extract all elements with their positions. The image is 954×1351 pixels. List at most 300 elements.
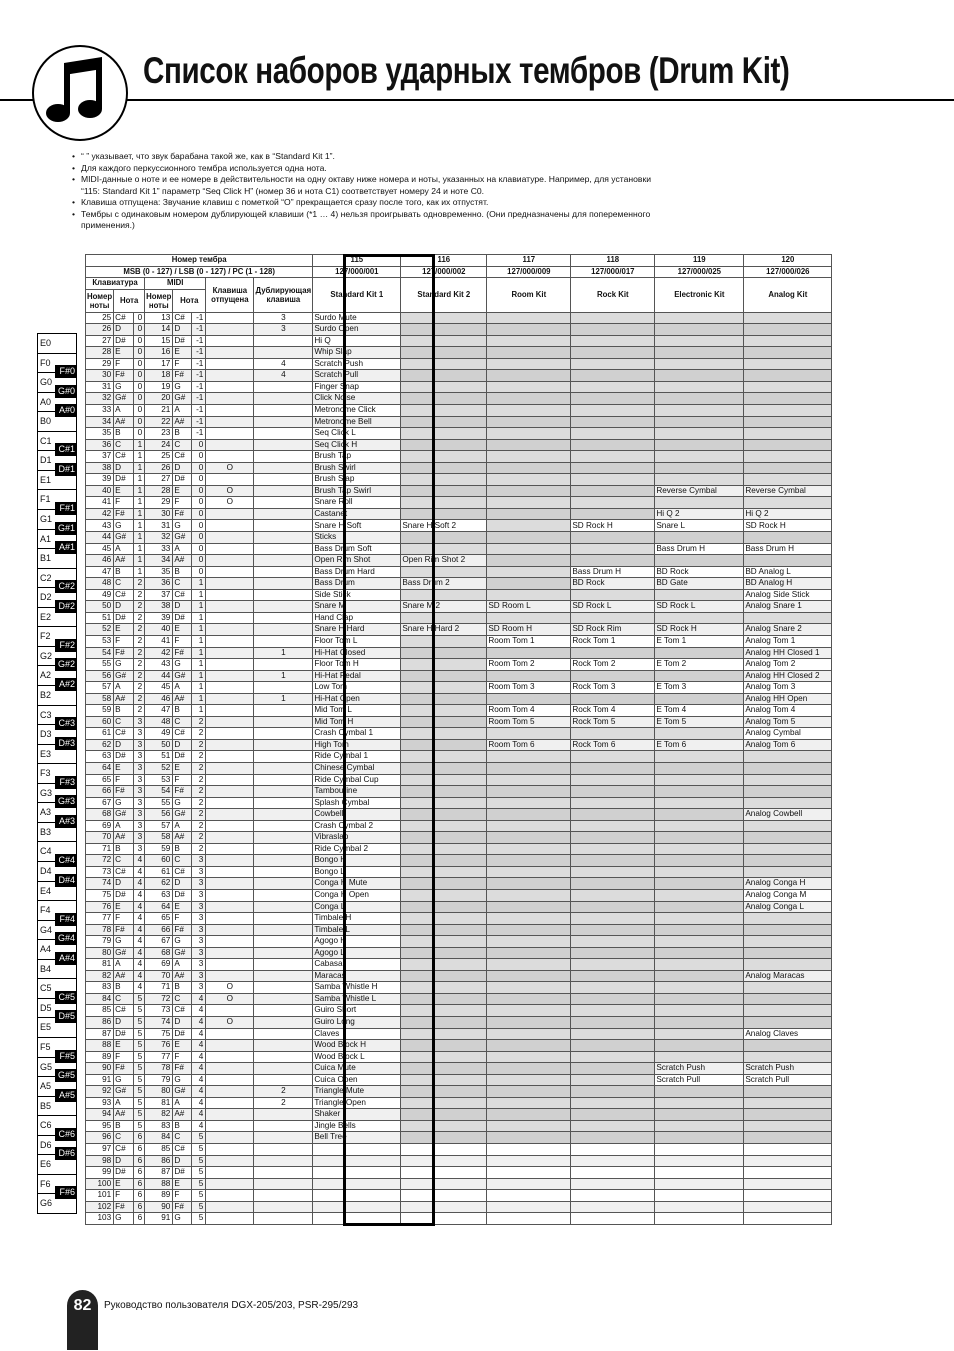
table-cell <box>254 1155 313 1167</box>
table-cell <box>487 335 571 347</box>
table-cell: A <box>114 682 134 694</box>
table-cell <box>744 843 832 855</box>
table-cell: A# <box>114 555 134 567</box>
table-cell <box>206 612 254 624</box>
table-cell <box>655 462 744 474</box>
table-row <box>86 751 832 763</box>
table-cell: B <box>173 843 192 855</box>
table-cell: 38 <box>145 601 173 613</box>
table-cell <box>401 497 487 509</box>
table-cell: 60 <box>86 716 114 728</box>
table-cell <box>744 612 832 624</box>
table-cell <box>206 624 254 636</box>
table-cell: Scratch Push <box>744 1063 832 1075</box>
table-cell <box>744 832 832 844</box>
table-cell: Analog HH Open <box>744 693 832 705</box>
table-cell: 58 <box>86 693 114 705</box>
table-cell: Crash Cymbal 2 <box>313 820 401 832</box>
table-cell <box>571 532 655 544</box>
table-cell <box>571 820 655 832</box>
footer-text: Руководство пользователя DGX-205/203, PSR-295/293 <box>104 1300 359 1311</box>
table-cell: 63 <box>86 751 114 763</box>
table-cell: Analog Side Stick <box>744 589 832 601</box>
table-cell <box>744 428 832 440</box>
white-key: D4 <box>37 861 77 882</box>
table-cell: Rock Tom 5 <box>571 716 655 728</box>
table-cell <box>487 578 571 590</box>
table-cell <box>206 670 254 682</box>
table-cell: 95 <box>86 1120 114 1132</box>
table-cell <box>254 1144 313 1156</box>
table-cell <box>487 451 571 463</box>
kit-name: Electronic Kit <box>655 278 744 313</box>
table-cell <box>744 439 832 451</box>
table-cell <box>206 1155 254 1167</box>
table-cell: B <box>173 566 192 578</box>
table-cell: Hi-Hat Pedal <box>313 670 401 682</box>
table-cell: 30 <box>145 508 173 520</box>
table-cell: G# <box>173 670 192 682</box>
table-cell: 0 <box>134 393 145 405</box>
table-cell <box>206 1005 254 1017</box>
table-cell: 2 <box>192 820 206 832</box>
table-cell <box>254 1017 313 1029</box>
table-cell: 70 <box>145 970 173 982</box>
table-cell: 23 <box>145 428 173 440</box>
table-cell: D <box>173 1155 192 1167</box>
table-cell: F <box>114 913 134 925</box>
table-cell <box>744 381 832 393</box>
table-cell: 53 <box>86 635 114 647</box>
table-cell: 56 <box>145 809 173 821</box>
table-row <box>86 970 832 982</box>
table-cell <box>487 843 571 855</box>
table-cell: 1 <box>192 670 206 682</box>
table-cell: 57 <box>86 682 114 694</box>
table-cell: 3 <box>134 843 145 855</box>
table-cell: 45 <box>145 682 173 694</box>
table-cell: Bass Drum Hard <box>313 566 401 578</box>
table-cell <box>206 924 254 936</box>
table-cell: 89 <box>145 1190 173 1202</box>
table-cell: 21 <box>145 405 173 417</box>
white-key: F4 <box>37 900 77 921</box>
table-cell: 4 <box>134 924 145 936</box>
table-row <box>86 716 832 728</box>
table-cell <box>655 889 744 901</box>
table-cell <box>206 1040 254 1052</box>
table-cell: 0 <box>134 381 145 393</box>
table-cell <box>487 405 571 417</box>
table-cell: 4 <box>134 901 145 913</box>
table-cell: 3 <box>134 797 145 809</box>
table-cell <box>655 1040 744 1052</box>
table-cell <box>254 1051 313 1063</box>
table-cell: O <box>206 462 254 474</box>
table-cell: 40 <box>86 485 114 497</box>
table-cell: 59 <box>145 843 173 855</box>
table-cell: 0 <box>192 451 206 463</box>
table-cell <box>254 797 313 809</box>
table-cell: 3 <box>134 786 145 798</box>
table-cell: B <box>114 428 134 440</box>
table-cell: 2 <box>134 659 145 671</box>
table-cell: B <box>173 1120 192 1132</box>
table-cell: 56 <box>86 670 114 682</box>
table-cell: BD Analog L <box>744 566 832 578</box>
table-cell <box>254 809 313 821</box>
table-cell <box>571 982 655 994</box>
table-row <box>86 1097 832 1109</box>
table-cell <box>655 959 744 971</box>
table-cell: C# <box>114 589 134 601</box>
table-cell <box>655 728 744 740</box>
table-cell <box>254 739 313 751</box>
table-row <box>86 1086 832 1098</box>
table-cell: 1 <box>134 485 145 497</box>
kit-name: Standard Kit 1 <box>313 278 401 313</box>
table-cell <box>206 889 254 901</box>
table-cell: 3 <box>192 855 206 867</box>
table-cell <box>401 543 487 555</box>
table-cell <box>487 439 571 451</box>
table-cell <box>655 832 744 844</box>
table-cell <box>571 751 655 763</box>
table-cell: Mid Tom L <box>313 705 401 717</box>
table-cell: Mid Tom H <box>313 716 401 728</box>
table-row <box>86 1155 832 1167</box>
table-cell: B <box>114 1120 134 1132</box>
table-cell: C <box>173 716 192 728</box>
table-cell <box>487 1144 571 1156</box>
table-cell <box>487 797 571 809</box>
kit-bank: 127/000/026 <box>744 266 832 278</box>
table-cell: Snare M <box>313 601 401 613</box>
table-row <box>86 1063 832 1075</box>
table-cell <box>254 728 313 740</box>
table-cell: 76 <box>86 901 114 913</box>
table-cell: A# <box>114 693 134 705</box>
kbd-note-header: Нота <box>114 289 145 312</box>
table-cell: B <box>114 843 134 855</box>
table-cell: E <box>173 624 192 636</box>
table-cell: 6 <box>134 1144 145 1156</box>
table-cell: 100 <box>86 1178 114 1190</box>
table-cell <box>655 647 744 659</box>
table-cell <box>254 1028 313 1040</box>
table-cell <box>571 451 655 463</box>
table-cell <box>744 405 832 417</box>
table-cell: Bass Drum H <box>744 543 832 555</box>
table-cell: Scratch Pull <box>655 1074 744 1086</box>
table-cell <box>744 347 832 359</box>
note-item: • MIDI-данные о ноте и ее номере в действительности на одну октаву ниже номера и ноты, указанных на клавиатуре. Например, для установки “115: Standard Kit 1” параметр “Seq Click H” (номер 36 и нота C1) соответствует номеру 24 и ноте C0. <box>72 174 672 197</box>
table-cell <box>571 866 655 878</box>
black-key: A#0 <box>55 404 77 417</box>
table-cell: Hi Q <box>313 335 401 347</box>
table-cell: Hi-Hat Closed <box>313 647 401 659</box>
table-cell: C# <box>173 312 192 324</box>
table-cell: 36 <box>145 578 173 590</box>
table-cell: G# <box>114 809 134 821</box>
table-cell <box>655 970 744 982</box>
table-cell <box>655 809 744 821</box>
table-cell: D <box>114 601 134 613</box>
table-cell: Guiro Short <box>313 1005 401 1017</box>
table-cell: 87 <box>86 1028 114 1040</box>
table-cell: SD Rock H <box>744 520 832 532</box>
table-cell: F <box>173 1190 192 1202</box>
table-cell <box>401 381 487 393</box>
table-cell: 4 <box>192 1040 206 1052</box>
table-cell: D <box>114 324 134 336</box>
table-cell: 101 <box>86 1190 114 1202</box>
table-cell <box>571 474 655 486</box>
table-cell <box>206 716 254 728</box>
table-cell: Floor Tom H <box>313 659 401 671</box>
table-cell: SD Rock H <box>571 520 655 532</box>
table-cell <box>487 947 571 959</box>
table-cell <box>655 1051 744 1063</box>
table-cell <box>401 739 487 751</box>
table-cell <box>401 566 487 578</box>
table-cell: B <box>114 566 134 578</box>
table-cell <box>487 774 571 786</box>
table-cell <box>254 1167 313 1179</box>
table-cell <box>655 936 744 948</box>
table-cell: 1 <box>134 462 145 474</box>
table-cell: 89 <box>86 1051 114 1063</box>
table-cell <box>254 1120 313 1132</box>
table-cell: F# <box>114 924 134 936</box>
table-cell <box>487 809 571 821</box>
table-cell: C# <box>173 451 192 463</box>
table-cell: 73 <box>86 866 114 878</box>
table-cell: 83 <box>86 982 114 994</box>
table-cell: Wood Block L <box>313 1051 401 1063</box>
table-cell: G# <box>173 947 192 959</box>
table-cell <box>655 913 744 925</box>
table-cell: 79 <box>86 936 114 948</box>
white-key: A5 <box>37 1076 77 1097</box>
table-cell <box>254 393 313 405</box>
table-cell: F# <box>114 647 134 659</box>
table-cell <box>655 1005 744 1017</box>
table-cell: 52 <box>145 762 173 774</box>
table-cell: BD Gate <box>655 578 744 590</box>
table-cell <box>744 393 832 405</box>
table-cell <box>744 1051 832 1063</box>
table-cell <box>571 1074 655 1086</box>
table-cell <box>487 693 571 705</box>
table-cell: 29 <box>86 358 114 370</box>
table-cell <box>401 982 487 994</box>
table-cell <box>254 762 313 774</box>
table-cell: Scratch Push <box>655 1063 744 1075</box>
table-cell: Rock Tom 6 <box>571 739 655 751</box>
table-cell: D# <box>114 1028 134 1040</box>
table-cell <box>655 866 744 878</box>
table-cell: 68 <box>86 809 114 821</box>
table-cell: 2 <box>134 693 145 705</box>
black-key: G#2 <box>55 658 77 671</box>
table-cell <box>313 1201 401 1213</box>
table-cell <box>401 1132 487 1144</box>
table-cell <box>655 381 744 393</box>
table-cell: A <box>114 1097 134 1109</box>
table-cell <box>487 543 571 555</box>
black-key: A#4 <box>55 952 77 965</box>
table-cell <box>571 1144 655 1156</box>
kit-name: Standard Kit 2 <box>401 278 487 313</box>
table-cell: D <box>114 739 134 751</box>
table-cell <box>655 405 744 417</box>
table-cell: Side Stick <box>313 589 401 601</box>
table-cell <box>487 370 571 382</box>
table-cell <box>571 809 655 821</box>
table-cell <box>655 428 744 440</box>
table-cell: Cabasa <box>313 959 401 971</box>
table-cell <box>206 1201 254 1213</box>
table-row <box>86 1144 832 1156</box>
table-cell <box>254 566 313 578</box>
table-cell <box>401 405 487 417</box>
table-cell: 64 <box>145 901 173 913</box>
table-row <box>86 693 832 705</box>
table-cell: 4 <box>192 1017 206 1029</box>
table-cell <box>487 878 571 890</box>
table-cell: Snare H Hard <box>313 624 401 636</box>
table-cell: D# <box>173 1028 192 1040</box>
table-cell: 2 <box>192 797 206 809</box>
table-cell: 1 <box>192 601 206 613</box>
table-cell: 77 <box>86 913 114 925</box>
table-cell <box>254 335 313 347</box>
table-cell: D# <box>114 889 134 901</box>
table-cell <box>401 866 487 878</box>
table-cell <box>206 381 254 393</box>
table-cell: F <box>173 913 192 925</box>
table-cell: E <box>114 624 134 636</box>
table-cell: 88 <box>86 1040 114 1052</box>
table-cell: 0 <box>134 358 145 370</box>
table-cell: C# <box>173 1144 192 1156</box>
black-key: A#3 <box>55 815 77 828</box>
table-cell <box>571 1167 655 1179</box>
table-cell: 54 <box>86 647 114 659</box>
table-cell: 66 <box>86 786 114 798</box>
table-cell <box>401 428 487 440</box>
table-cell: 3 <box>254 312 313 324</box>
table-cell <box>401 370 487 382</box>
table-cell: 32 <box>145 532 173 544</box>
table-cell <box>401 832 487 844</box>
table-row <box>86 797 832 809</box>
white-key: D2 <box>37 587 77 608</box>
table-cell: Analog Tom 5 <box>744 716 832 728</box>
black-key: C#1 <box>55 443 77 456</box>
table-cell: C# <box>173 589 192 601</box>
table-cell: Wood Block H <box>313 1040 401 1052</box>
drum-kit-table <box>85 254 832 1225</box>
table-cell: G <box>114 520 134 532</box>
table-cell: O <box>206 497 254 509</box>
white-key: F6 <box>37 1174 77 1195</box>
table-cell: 4 <box>192 993 206 1005</box>
table-row <box>86 451 832 463</box>
table-cell: 3 <box>254 324 313 336</box>
table-cell <box>655 1144 744 1156</box>
table-cell: D <box>173 878 192 890</box>
table-cell <box>206 520 254 532</box>
table-cell <box>401 936 487 948</box>
table-cell <box>254 555 313 567</box>
table-cell: 3 <box>134 728 145 740</box>
table-cell: 49 <box>145 728 173 740</box>
table-cell: C <box>173 855 192 867</box>
table-cell <box>487 312 571 324</box>
table-cell: A <box>173 820 192 832</box>
table-cell: Low Tom <box>313 682 401 694</box>
table-cell: Reverse Cymbal <box>744 485 832 497</box>
table-cell <box>655 312 744 324</box>
page-number: 82 <box>67 1290 98 1350</box>
table-cell <box>655 878 744 890</box>
table-cell: G# <box>173 809 192 821</box>
table-cell: SD Rock Rim <box>571 624 655 636</box>
table-cell <box>487 728 571 740</box>
white-key: G2 <box>37 646 77 667</box>
white-key: E1 <box>37 470 77 491</box>
table-cell <box>655 555 744 567</box>
table-row <box>86 497 832 509</box>
table-cell: 2 <box>134 635 145 647</box>
table-cell <box>401 312 487 324</box>
table-cell: Analog Cowbell <box>744 809 832 821</box>
table-cell <box>487 462 571 474</box>
table-cell <box>571 358 655 370</box>
table-cell <box>487 324 571 336</box>
table-cell <box>571 1190 655 1202</box>
table-cell <box>254 612 313 624</box>
table-cell <box>571 393 655 405</box>
table-cell <box>206 405 254 417</box>
table-cell <box>655 843 744 855</box>
table-cell: D <box>114 1155 134 1167</box>
black-key: D#5 <box>55 1010 77 1023</box>
table-cell: C# <box>114 1144 134 1156</box>
table-cell: B <box>173 428 192 440</box>
table-cell <box>571 462 655 474</box>
table-cell: G <box>173 1213 192 1225</box>
table-cell: 0 <box>192 462 206 474</box>
table-cell <box>401 728 487 740</box>
kit-name: Rock Kit <box>571 278 655 313</box>
table-cell: 4 <box>134 982 145 994</box>
table-cell: C <box>114 1132 134 1144</box>
table-cell <box>655 439 744 451</box>
table-cell <box>487 670 571 682</box>
table-cell: G <box>173 520 192 532</box>
table-cell: 86 <box>86 1017 114 1029</box>
table-cell <box>401 855 487 867</box>
table-cell: C# <box>114 1005 134 1017</box>
table-cell: O <box>206 993 254 1005</box>
black-key: C#2 <box>55 580 77 593</box>
table-row <box>86 866 832 878</box>
table-cell: 96 <box>86 1132 114 1144</box>
table-row <box>86 889 832 901</box>
